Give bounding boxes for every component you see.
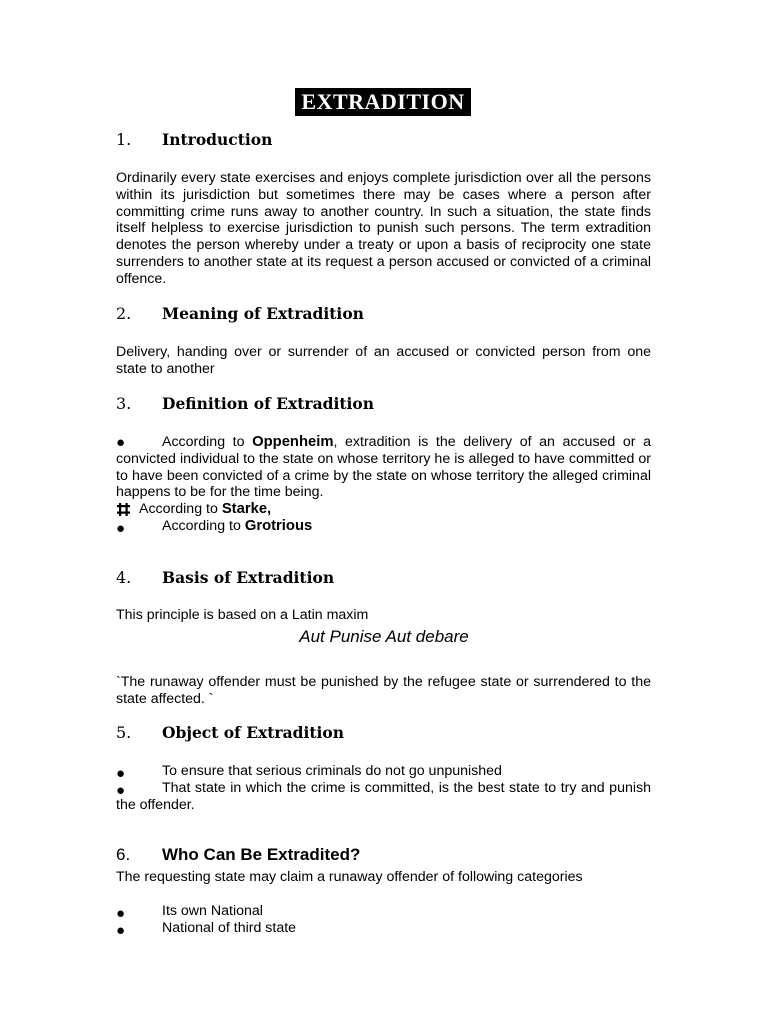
author-name: Oppenheim [252, 434, 334, 450]
author-name: Grotrious [244, 518, 313, 534]
section-2-number: 2. [116, 304, 132, 323]
definition-text: , extradition is the delivery of an accused or a convicted individual to the state on whose territory he is alleged to have committed or to have been convicted of a crime by the state on whose territory the alleged criminal happens to be for the time being. [116, 434, 651, 501]
definition-prefix: According to [139, 501, 222, 517]
section-5-heading: Object of Extradition [162, 723, 345, 742]
bullet-icon: ● [116, 782, 126, 799]
section-1-heading: Introduction [162, 130, 273, 149]
author-name: Starke, [221, 501, 272, 517]
section-4-heading: Basis of Extradition [162, 568, 335, 587]
section-2-heading: Meaning of Extradition [162, 304, 364, 323]
definition-prefix: According to [162, 434, 253, 450]
category-item-2: National of third state [162, 920, 297, 936]
section-4-number: 4. [116, 568, 132, 587]
category-item-1: Its own National [162, 903, 263, 919]
latin-maxim: Aut Punise Aut debare [299, 627, 469, 646]
section-1-number: 1. [116, 130, 132, 149]
page-title: EXTRADITION [295, 88, 471, 116]
section-6-heading: Who Can Be Extradited? [162, 845, 361, 864]
section-4-quote: `The runaway offender must be punished by the refugee state or surrendered to the state affected. ` [116, 674, 651, 707]
bullet-icon: ● [116, 922, 126, 939]
hash-bullet-icon [117, 503, 130, 516]
definition-prefix: According to [162, 518, 245, 534]
object-item-2: That state in which the crime is committed, is the best state to try and punish the offender. [116, 780, 651, 813]
section-5-number: 5. [116, 723, 132, 742]
section-6-intro: The requesting state may claim a runaway offender of following categories [116, 869, 583, 885]
section-3-heading: Definition of Extradition [162, 394, 374, 413]
definition-grotrious [162, 518, 312, 535]
section-3-number: 3. [116, 394, 132, 413]
section-2-paragraph: Delivery, handing over or surrender of an accused or convicted person from one state to another [116, 344, 651, 377]
bullet-icon: ● [116, 434, 126, 451]
section-6-number: 6. [116, 845, 131, 864]
definition-oppenheim [116, 434, 651, 501]
bullet-icon: ● [116, 765, 126, 782]
section-4-intro: This principle is based on a Latin maxim [116, 607, 369, 623]
bullet-icon: ● [116, 520, 126, 537]
object-item-1: To ensure that serious criminals do not go unpunished [162, 763, 502, 779]
definition-starke [139, 501, 271, 518]
section-1-paragraph: Ordinarily every state exercises and enjoys complete jurisdiction over all the persons within its jurisdiction but sometimes there may be cases where a person after committing crime runs away to another country. In such a situation, the state finds itself helpless to exercise jurisdiction to punish such persons. The term extradition denotes the person whereby under a treaty or upon a basis of reciprocity one state surrenders to another state at its request a person accused or convicted of a criminal offence. [116, 170, 651, 287]
bullet-icon: ● [116, 905, 126, 922]
